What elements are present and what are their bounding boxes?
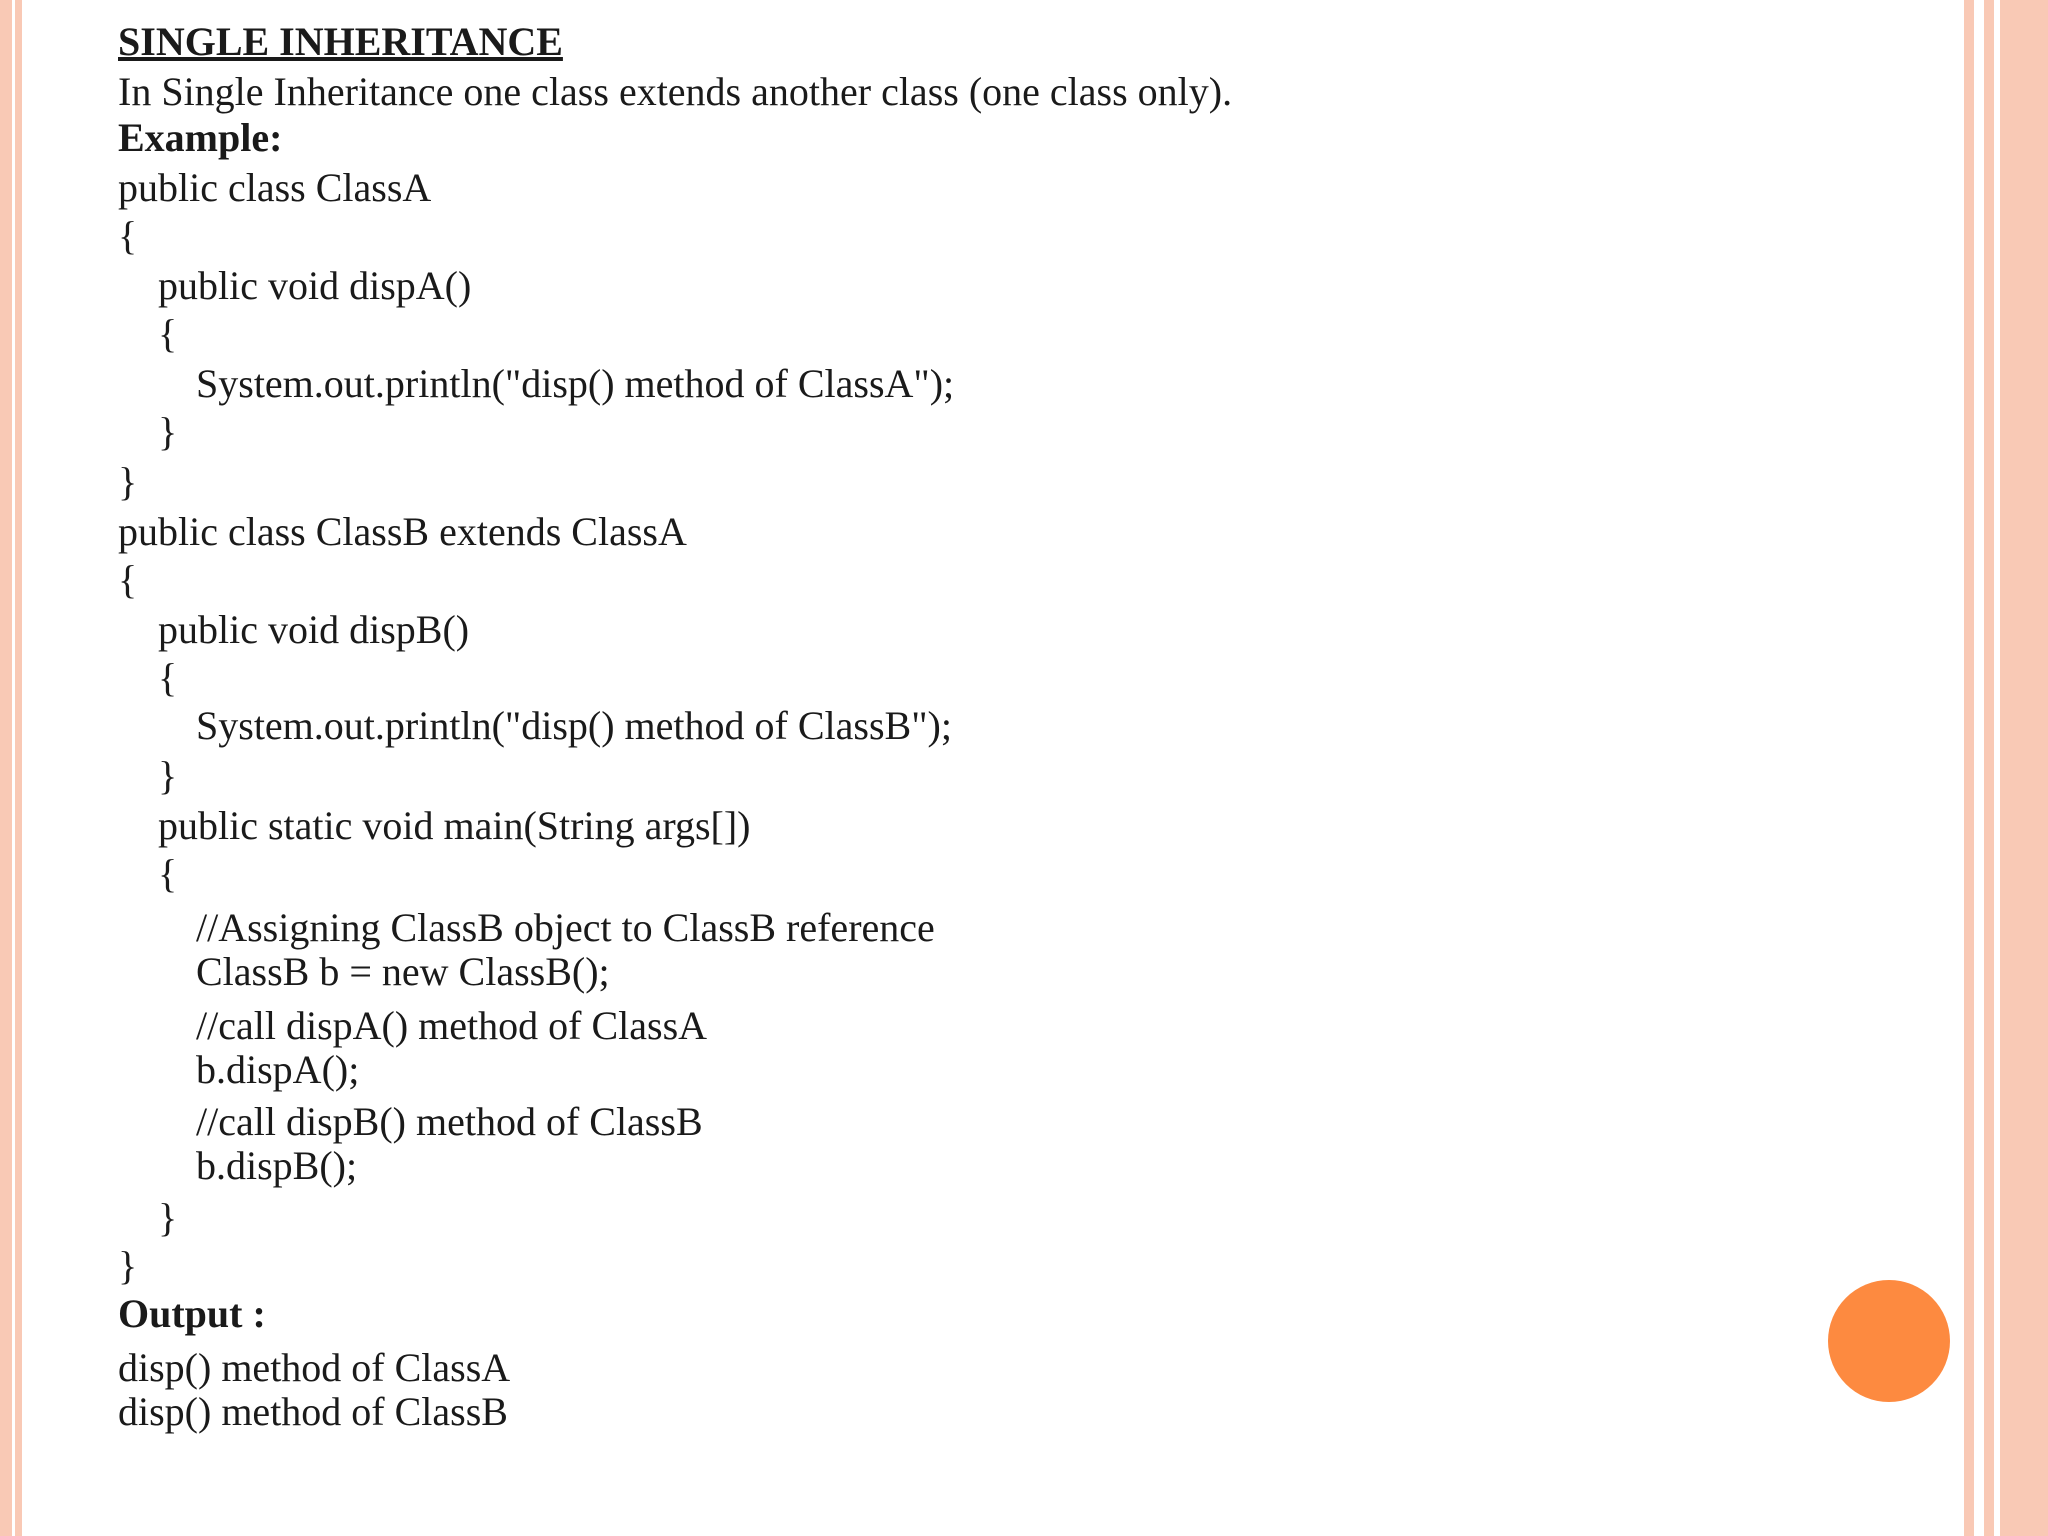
code-line: { xyxy=(158,655,178,700)
code-line: b.dispB(); xyxy=(196,1143,358,1188)
code-line: ClassB b = new ClassB(); xyxy=(196,949,610,994)
code-comment: //call dispB() method of ClassB xyxy=(196,1099,703,1144)
output-label: Output : xyxy=(118,1291,266,1336)
code-line: System.out.println("disp() method of ClassB"); xyxy=(196,703,952,748)
right-frame-stripe xyxy=(1964,0,1974,1536)
output-line: disp() method of ClassB xyxy=(118,1389,508,1434)
code-line: b.dispA(); xyxy=(196,1047,360,1092)
code-comment: //call dispA() method of ClassA xyxy=(196,1003,708,1048)
code-line: { xyxy=(118,213,138,258)
right-frame-stripe xyxy=(1984,0,1994,1536)
code-line: } xyxy=(158,409,178,454)
left-frame-decoration xyxy=(0,0,28,1536)
slide-title: SINGLE INHERITANCE xyxy=(118,19,563,64)
left-frame-stripe xyxy=(15,0,22,1536)
accent-circle-decoration xyxy=(1828,1280,1950,1402)
code-line: public class ClassB extends ClassA xyxy=(118,509,687,554)
code-line: } xyxy=(118,1243,138,1288)
code-line: { xyxy=(158,311,178,356)
left-frame-stripe xyxy=(0,0,12,1536)
right-frame-decoration xyxy=(1964,0,2048,1536)
example-label: Example: xyxy=(118,115,283,160)
code-line: { xyxy=(118,557,138,602)
code-line: } xyxy=(158,753,178,798)
code-line: } xyxy=(118,459,138,504)
code-line: public class ClassA xyxy=(118,165,432,210)
code-line: public void dispB() xyxy=(158,607,470,652)
code-line: public void dispA() xyxy=(158,263,472,308)
code-line: System.out.println("disp() method of ClassA"); xyxy=(196,361,955,406)
code-comment: //Assigning ClassB object to ClassB reference xyxy=(196,905,935,950)
code-line: public static void main(String args[]) xyxy=(158,803,751,848)
code-line: { xyxy=(158,851,178,896)
output-line: disp() method of ClassA xyxy=(118,1345,511,1390)
code-line: } xyxy=(158,1195,178,1240)
intro-text: In Single Inheritance one class extends another class (one class only). xyxy=(118,69,1233,114)
right-frame-stripe xyxy=(2000,0,2048,1536)
